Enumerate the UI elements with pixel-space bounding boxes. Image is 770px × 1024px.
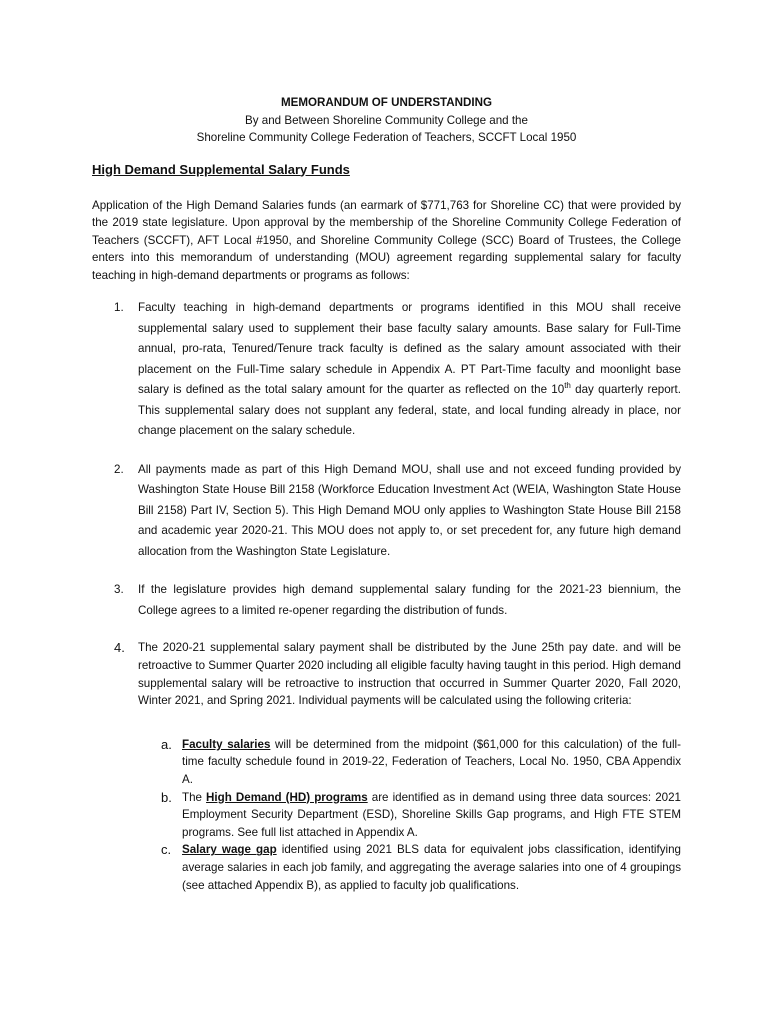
criteria-term: Salary wage gap [182,843,277,857]
criteria-letter: b. [161,789,172,805]
list-item [92,298,681,442]
list-item-text: If the legislature provides high demand supplemental salary funding for the 2021-23 biennium, the College agrees to a limited re-opener regarding the distribution of funds. [138,583,681,617]
criteria-letter: c. [161,842,172,858]
criteria-list [138,736,681,894]
memo-subtitle-line1: By and Between Shoreline Community College and the [245,113,528,127]
list-item-number: 1. [114,301,124,315]
list-item-text: The 2020-21 supplemental salary payment shall be distributed by the June 25th pay date. and will be retroactive to Summer Quarter 2020 including all eligible faculty having taught in this period. High demand supplemental salary will be retroactive to instruction that occurred in Summer Quarter 2020, Fall 2020, Winter 2021, and Spring 2021. Individual payments will be calculated using the following criteria: [138,641,681,708]
list-item-number: 2. [114,462,124,476]
memo-header [92,94,681,147]
terms-list [92,298,681,894]
criteria-item: c. Salary wage gap identified using 2021 BLS data for equivalent jobs classification, identifying average salaries in each job family, and aggregating the average salaries into one of 4 groupings (see attached Appendix B), as applied to faculty job qualifications. [161,842,682,892]
list-item [92,639,681,894]
section-heading: High Demand Supplemental Salary Funds [92,161,350,177]
memo-subtitle-line2: Shoreline Community College Federation of Teachers, SCCFT Local 1950 [196,131,577,144]
list-item-text: Faculty teaching in high-demand departments or programs identified in this MOU shall receive supplemental salary used to supplement their base faculty salary amounts. Base salary for Full-Time annual, pro-rata, Tenured/Tenure track faculty is defined as the salary amount associated with their placement on the Full-Time salary schedule in Appendix A. PT Part-Time faculty and moonlight base salary is defined as the total salary amount for the quarter as reflected on the 10th day quarterly report. This supplemental salary does not supplant any federal, state, and local funding already in place, nor change placement on the salary schedule. [138,301,681,438]
memo-page [92,94,681,894]
list-item [92,580,681,621]
memo-title: MEMORANDUM OF UNDERSTANDING [280,96,493,109]
criteria-item: a. Faculty salaries will be determined from the midpoint ($61,000 for this calculation) of the full-time faculty schedule found in 2019-22, Federation of Teachers, Local No. 1950, CBA Appendix A. [161,736,681,787]
list-item-number: 4. [114,640,125,656]
list-item-text: All payments made as part of this High Demand MOU, shall use and not exceed funding provided by Washington State House Bill 2158 (Workforce Education Investment Act (WEIA, Washington State House Bill 2158) Part IV, Section 5). This High Demand MOU only applies to Washington State House Bill 2158 and academic year 2020-21. This MOU does not apply to, or set precedent for, any future high demand allocation from the Washington State Legislature. [138,462,681,558]
criteria-item: b. The High Demand (HD) programs are identified as in demand using three data sources: 2021 Employment Security Department (ESD), Shoreline Skills Gap programs, and High FTE STEM programs. See full list attached in Appendix A. [161,789,681,839]
criteria-term: Faculty salaries [182,737,271,751]
criteria-letter: a. [161,736,172,752]
superscript-th: th [564,381,571,391]
list-item-number: 3. [114,583,124,597]
list-item [92,460,681,563]
criteria-term: High Demand (HD) programs [206,790,368,804]
intro-paragraph: Application of the High Demand Salaries funds (an earmark of $771,763 for Shoreline CC) that were provided by the 2019 state legislature. Upon approval by the membership of the Shoreline Community College Federation of Teachers (SCCFT), AFT Local #1950, and Shoreline Community College (SCC) Board of Trustees, the College enters into this memorandum of understanding (MOU) agreement regarding supplemental salary for faculty teaching in high-demand departments or programs as follows: [92,198,681,282]
